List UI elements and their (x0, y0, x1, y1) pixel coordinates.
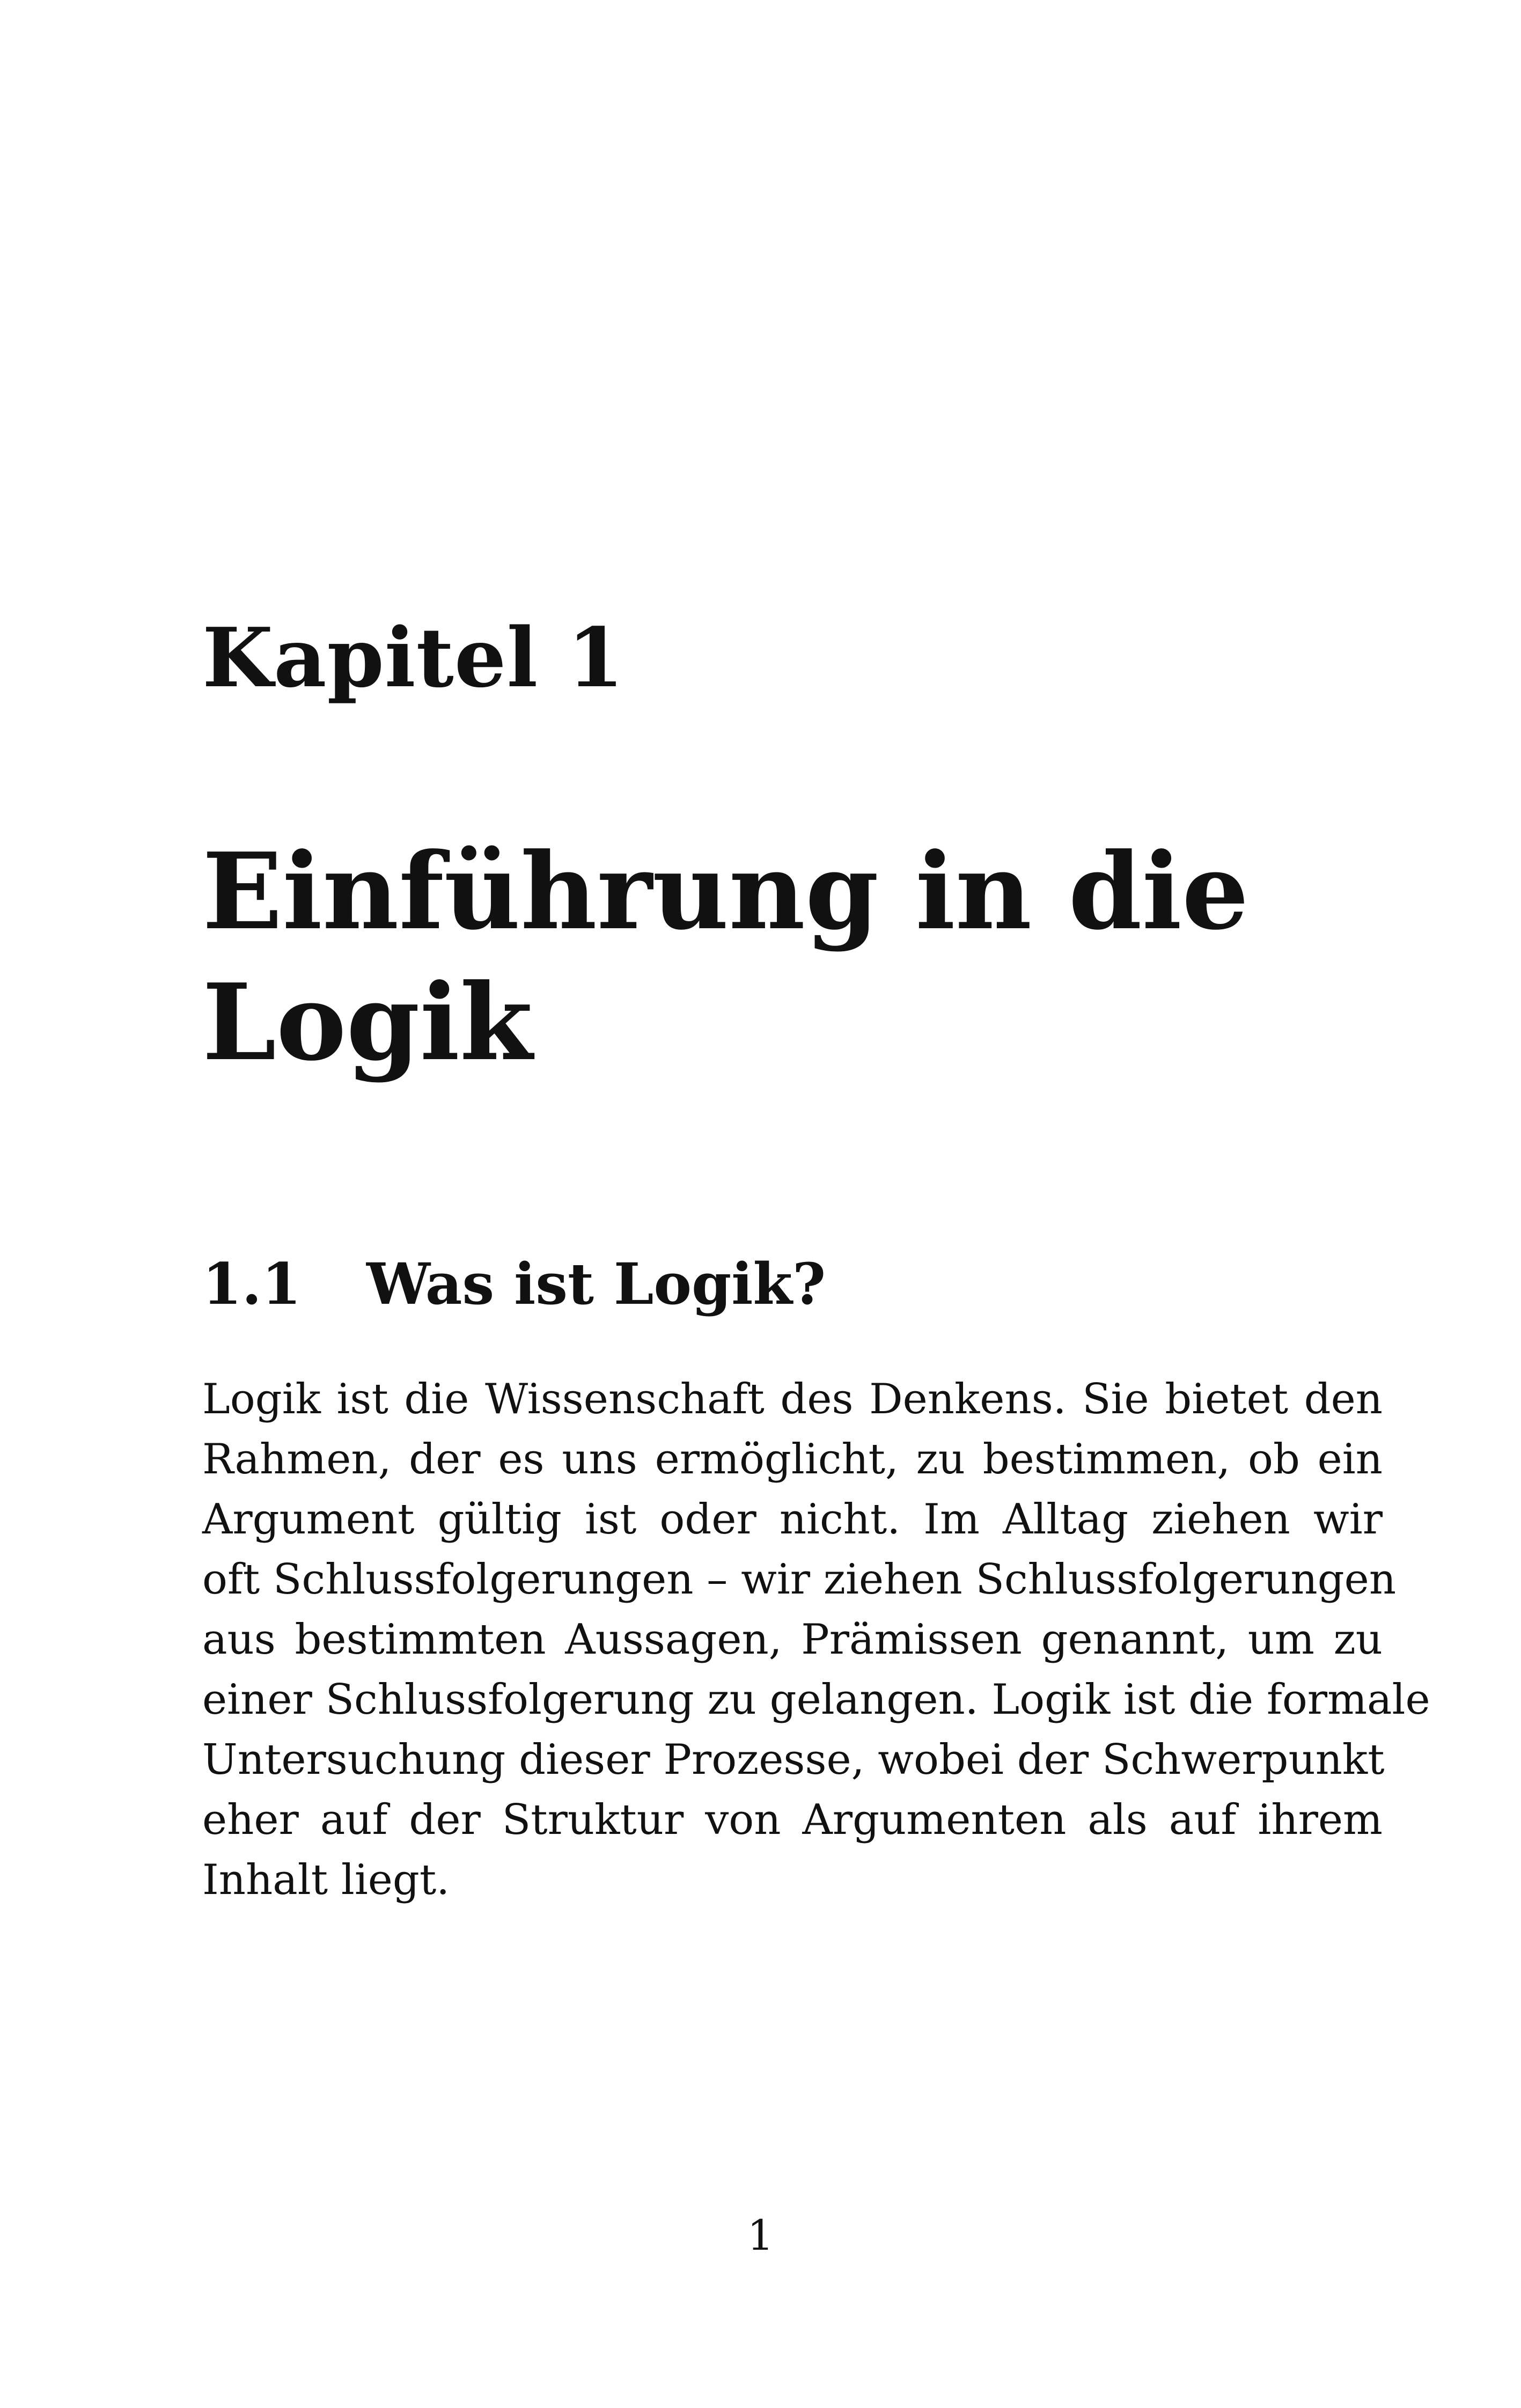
section-number: 1.1 (202, 1250, 302, 1317)
paragraph-line: Logik ist die Wissenschaft des Denkens. Sie bietet den (202, 1375, 1383, 1423)
chapter-title (202, 826, 1249, 1088)
section-title: Was ist Logik? (366, 1250, 826, 1317)
paragraph-line: Inhalt liegt. (202, 1856, 450, 1904)
chapter-title-line: Einführung in die (202, 830, 1249, 953)
paragraph-line: eher auf der Struktur von Argumenten als auf ihrem (202, 1796, 1383, 1844)
paragraph-line: Argument gültig ist oder nicht. Im Alltag ziehen wir (202, 1495, 1383, 1544)
paragraph-line: oft Schlussfolgerungen – wir ziehen Schlussfolgerungen (202, 1555, 1397, 1604)
paragraph-line: Rahmen, der es uns ermöglicht, zu bestimmen, ob ein (202, 1435, 1383, 1484)
section-heading (202, 1250, 826, 1317)
chapter-title-line: Logik (202, 961, 533, 1084)
chapter-label: Kapitel 1 (202, 610, 624, 706)
paragraph-line: Untersuchung dieser Prozesse, wobei der Schwerpunkt (202, 1736, 1385, 1784)
paragraph-line: einer Schlussfolgerung zu gelangen. Logik ist die formale (202, 1676, 1430, 1724)
body-paragraph (202, 1369, 1430, 1910)
page-number: 1 (747, 2212, 774, 2260)
paragraph-line: aus bestimmten Aussagen, Prämissen genannt, um zu (202, 1616, 1383, 1664)
